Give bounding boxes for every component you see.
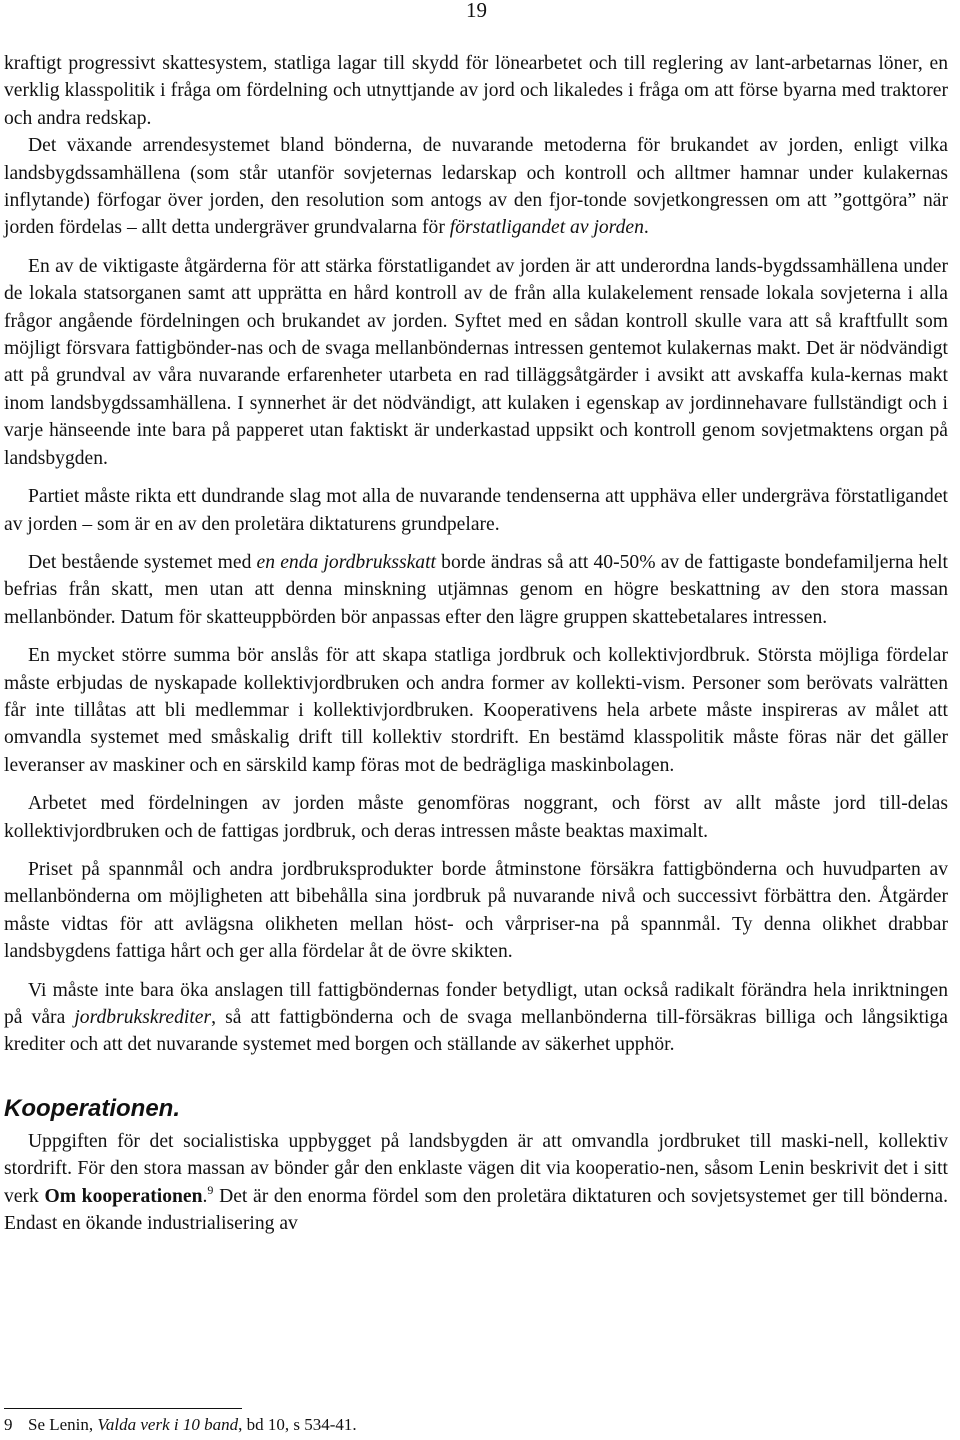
paragraph-9-text: Vi måste inte bara öka anslagen till fattigböndernas fonder betydligt, utan också radikalt förändra hela inriktningen på våra [4,979,948,1028]
section-heading: Kooperationen. [4,1094,181,1122]
paragraph-5-emphasis: en enda jordbruksskatt [256,551,436,573]
paragraph-2 [4,132,948,242]
paragraph-3 [4,253,948,472]
paragraph-9-emphasis: jordbrukskrediter [74,1007,212,1028]
footnote-post: , bd 10, s 534-41. [238,1415,357,1434]
paragraph-9 [4,977,948,1059]
paragraph-2-text: Det växande arrendesystemet bland bönderna, de nuvarande metoderna för brukandet av jorden, enligt vilka landsbygdssamhällena (som står utanför sovjeternas ledarskap och kontroll och alltmer hamnar under kulakernas inflytande) förfogar över jorden, den resolution som antogs av den fjor-tonde sovjetkongressen om att ”gottgöra” när jorden fördelas – allt detta undergräver grundvalarna för [4,135,948,239]
paragraph-5-end: borde ändras så att 40-50% av de fattigaste bondefamiljerna helt befrias från skatt, men utan att denna minskning utjämnas genom en högre beskattning av den stora massan mellanbönder. Datum för skatteuppbörden bör anpassas efter den lägre gruppen skattebetalares intressen. [4,551,948,628]
paragraph-5-text: Det bestående systemet med [28,551,257,573]
paragraph-6 [4,642,948,779]
paragraph-8 [4,856,948,966]
paragraph-1 [4,50,948,132]
paragraph-2-emphasis: förstatligandet av jorden [449,217,644,239]
paragraph-5 [4,549,948,631]
paragraph-7-text: Arbetet med fördelningen av jorden måste genomföras noggrant, och först av allt måste jord till-delas kollektivjordbruken och de fattigas jordbruk, och deras intressen måste beaktas maximalt. [4,793,948,842]
footnote-reference[interactable]: 9 [207,1182,214,1197]
paragraph-7 [4,790,948,845]
footnote-divider [4,1408,242,1409]
paragraph-6-text: En mycket större summa bör anslås för att skapa statliga jordbruk och kollektivjordbruk. Största möjliga fördelar måste erbjudas de nyskapade kollektivjordbruken och andra former av kollekti-vism. Personer som berövats valrätten får inte tillåtas att bli medlemmar i kollektivjordbruken. Kooperativens hela arbete måste inspireras av målet att omvandla systemet med småskalig drift till kollektiv stordrift. En bestämd klasspolitik måste föras när det gäller leveranser av maskiner och en särskild kamp föras mot de bedrägliga maskinbolagen. [4,645,948,776]
paragraph-4-text: Partiet måste rikta ett dundrande slag mot alla de nuvarande tendenserna att upphäva eller undergräva förstatligandet av jorden – som är en av den proletära diktaturens grundpelare. [4,486,948,535]
paragraph-2-end: . [643,217,649,239]
footnote-number: 9 [4,1415,13,1434]
paragraph-4 [4,483,948,538]
section-paragraph-text: Uppgiften för det socialistiska uppbygget på landsbygden är att omvandla jordbruket till maski-nell, kollektiv stordrift. För den stora massan av bönder går den enklaste vägen dit via kooperatio-nen, såsom Lenin beskrivit det i sitt verk [4,1130,948,1207]
paragraph-1-text: kraftigt progressivt skattesystem, statliga lagar till skydd för lönearbetet och till reglering av lant-arbetarnas löner, en verklig klasspolitik i fråga om fördelning och utnyttjande av jord och likaledes i fråga om att förse byarna med traktorer och andra redskap. [4,53,948,129]
book-title: Om kooperationen [44,1185,203,1207]
footnote-title: Valda verk i 10 band [97,1415,239,1434]
footnote-pre: Se Lenin, [28,1415,98,1434]
section-paragraph [4,1128,948,1238]
footnote [4,1414,357,1436]
page-number: 19 [466,0,487,22]
paragraph-8-text: Priset på spannmål och andra jordbruksprodukter borde åtminstone försäkra fattigbönderna och huvudparten av mellanbönderna om möjligheten att bibehålla sina jordbruk på nuvarande nivå och successivt förbättra den. Åtgärder måste vidtas för att avlägsna olikheten mellan höst- och vårpriser-na på spannmål. Ty denna olikhet drabbar landsbygdens fattiga hårt och ger alla fördelar åt de övre skikten. [4,858,948,963]
section-paragraph-end: Det är den enorma fördel som den proletära diktaturen och sovjetsystemet ger till bönderna. Endast en ökande industrialisering av [4,1185,949,1235]
section-paragraph-period: . [202,1185,208,1207]
paragraph-3-text: En av de viktigaste åtgärderna för att stärka förstatligandet av jorden är att underordna lands-bygdssamhällena under de lokala statsorganen samt att upprätta en hård kontroll av de från alla kulakelement rensade lokala sovjeterna i alla frågor angående fördelningen och brukandet av jorden. Syftet med en sådan kontroll skulle vara att så kraftfullt som möjligt försvara fattigbönder-nas och de svaga mellanböndernas intressen gentemot kulakernas makt. Det är nödvändigt att på grundval av våra nuvarande erfarenheter utarbeta en rad tilläggsåtgärder i avsikt att avskaffa kula-kernas makt inom landsbygdssamhällena. I synnerhet är det nödvändigt, att kulaken i egenskap av jordinnehavare fullständigt och i varje hänseende inte bara på papperet utan faktiskt är underkastad uppsikt och kontroll genom sovjetmaktens organ på landsbygden. [4,255,948,469]
document-body [4,50,948,1237]
paragraph-9-end: , så att fattigbönderna och de svaga mellanbönderna till-försäkras billiga och långsiktiga krediter och att det nuvarande systemet med borgen och ställande av säkerhet upphör. [4,1007,948,1056]
